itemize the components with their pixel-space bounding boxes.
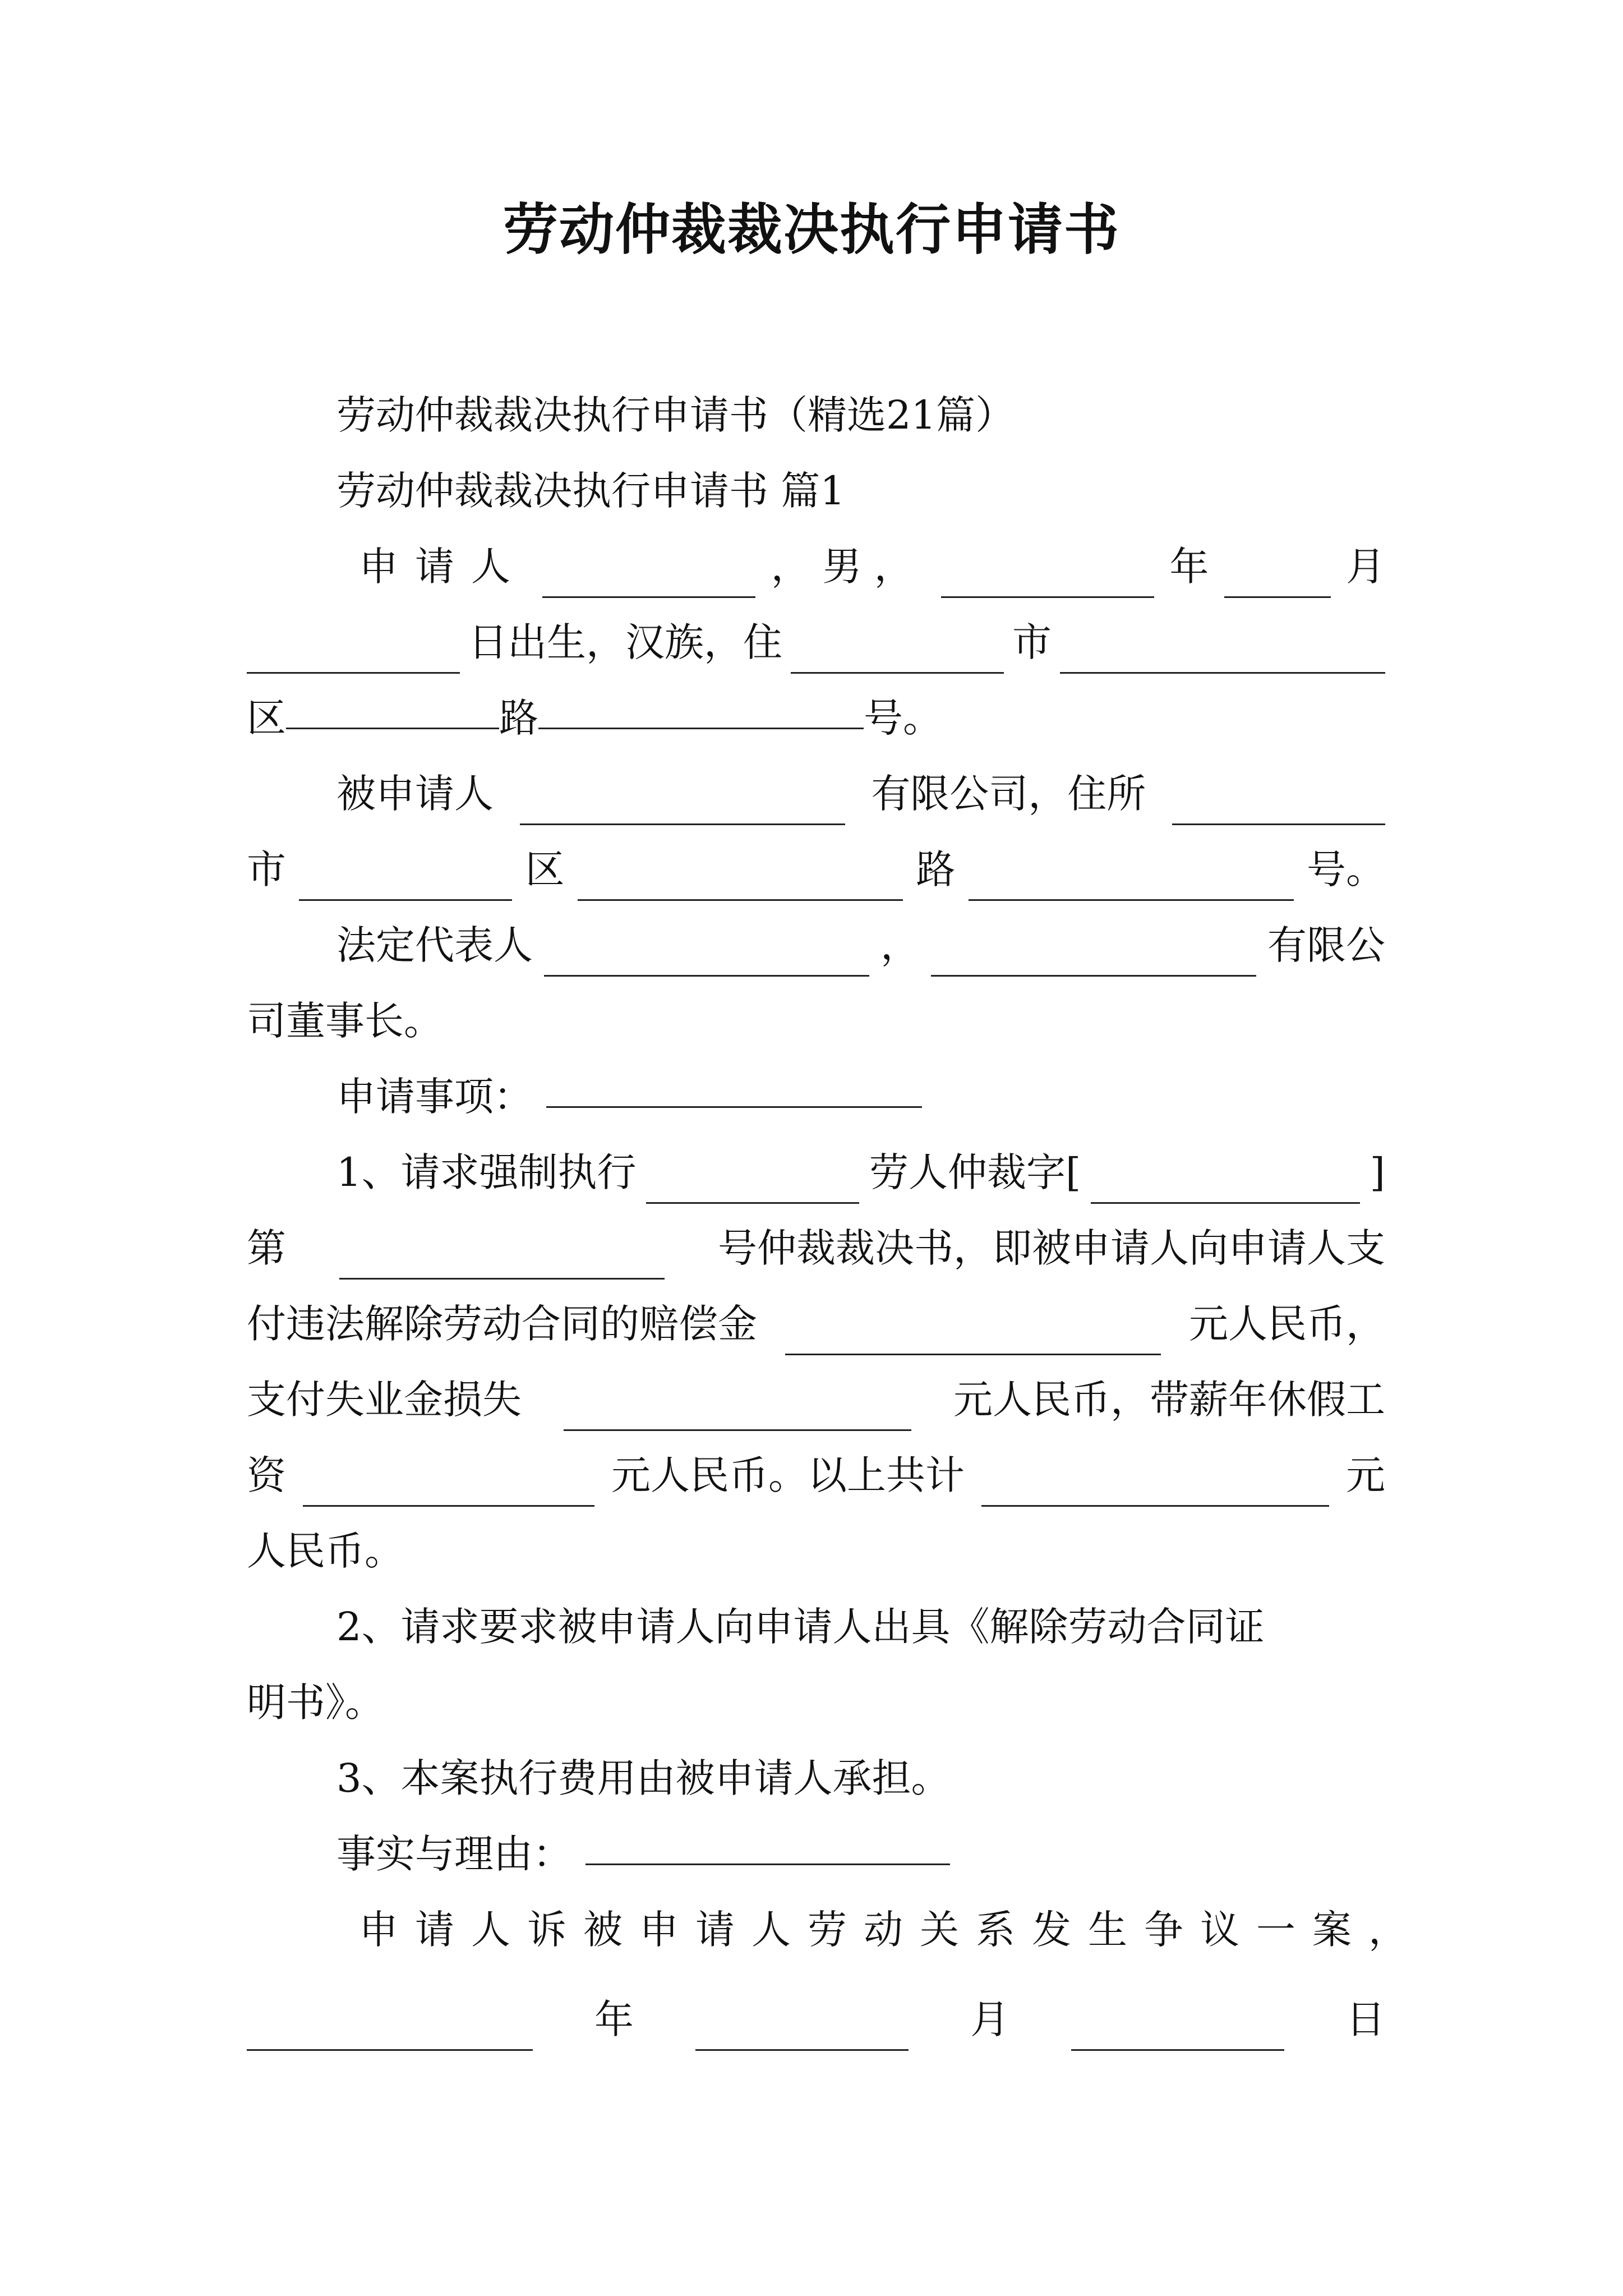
limited-company-text: 有限公 — [1267, 922, 1385, 968]
item2-text-end: 明书》。 — [247, 1680, 384, 1726]
item3-text: 3、本案执行费用由被申请人承担。 — [336, 1755, 951, 1801]
chairman-text: 司董事长。 — [247, 998, 443, 1044]
case-day-blank — [1071, 2049, 1284, 2051]
respondent-number-label: 号。 — [1306, 846, 1385, 892]
application-items-label: 申请事项： — [336, 1074, 533, 1120]
rmb-text: 人民币。 — [247, 1528, 404, 1574]
company-blank — [520, 823, 845, 825]
subtitle — [247, 381, 1385, 449]
item1-line-5 — [247, 1442, 1385, 1509]
facts-reasons-line — [247, 1820, 1385, 1888]
applicant-line-3 — [247, 684, 1385, 752]
section-heading — [247, 457, 1385, 524]
road-blank — [286, 727, 499, 729]
award-number-blank — [339, 1277, 665, 1280]
birth-day-blank — [247, 671, 460, 674]
case-year-label: 年 — [594, 1996, 634, 2042]
respondent-line-1 — [247, 760, 1385, 827]
bracket-close-text: ] — [1370, 1149, 1385, 1195]
legal-rep-label: 法定代表人 — [336, 922, 533, 968]
item1-request-text: 1、请求强制执行 — [336, 1149, 637, 1195]
birth-residence-text: 日出生，汉族，住 — [468, 619, 782, 665]
facts-reasons-label: 事实与理由： — [336, 1831, 572, 1877]
month-label: 月 — [1345, 544, 1385, 590]
road-label: 路 — [499, 695, 538, 741]
page-title: 劳动仲裁裁决执行申请书 — [502, 198, 1120, 262]
compensation-unit-text: 元人民币， — [1189, 1301, 1385, 1347]
address-blank — [1172, 823, 1385, 825]
district-label: 区 — [247, 695, 286, 741]
unemployment-blank — [564, 1429, 911, 1431]
district-blank — [1060, 671, 1385, 674]
birth-month-blank — [1224, 596, 1331, 598]
number-label: 号。 — [864, 695, 942, 741]
item1-line-4 — [247, 1366, 1385, 1433]
total-unit-text: 元 — [1346, 1452, 1385, 1498]
unemployment-text: 支付失业金损失 — [247, 1377, 522, 1423]
legal-rep-line-1 — [247, 912, 1385, 979]
item1-line-2 — [247, 1214, 1385, 1282]
unemployment-unit-text: 元人民币，带薪年休假工 — [953, 1377, 1385, 1423]
respondent-district-blank — [299, 899, 512, 901]
item2-text: 2、请求要求被申请人向申请人出具《解除劳动合同证 — [336, 1604, 1265, 1650]
applicant-line-2 — [247, 609, 1385, 676]
case-month-blank — [695, 2049, 909, 2051]
item3-line — [247, 1745, 1385, 1812]
legal-rep-line-2 — [247, 987, 1385, 1055]
arbitration-year-blank — [1091, 1202, 1360, 1204]
arbitration-word-text: 劳人仲裁字[ — [869, 1149, 1081, 1195]
compensation-text: 付违法解除劳动合同的赔偿金 — [247, 1301, 757, 1347]
application-items-blank — [546, 1106, 922, 1108]
respondent-district-label: 区 — [525, 846, 565, 892]
compensation-blank — [785, 1353, 1161, 1355]
award-text: 号仲裁裁决书，即被申请人向申请人支 — [718, 1225, 1385, 1271]
legal-rep-company-blank — [931, 974, 1256, 977]
city-label: 市 — [1012, 619, 1052, 665]
gender-text: ，男， — [771, 544, 926, 590]
arbitration-org-blank — [646, 1202, 859, 1204]
city-blank — [791, 671, 1004, 674]
respondent-number-blank — [969, 899, 1294, 901]
subtitle-text: 劳动仲裁裁决执行申请书（精选21篇） — [336, 392, 1015, 438]
birth-year-blank — [941, 596, 1154, 598]
item2-line-2 — [247, 1669, 1385, 1736]
respondent-label: 被申请人 — [336, 771, 494, 817]
case-year-blank — [247, 2049, 533, 2051]
company-address-text: 有限公司，住所 — [871, 771, 1146, 817]
wage-blank — [303, 1504, 594, 1507]
application-items-line — [247, 1063, 1385, 1130]
case-line-1 — [247, 1896, 1424, 1963]
item1-line-3 — [247, 1290, 1385, 1358]
number-prefix-text: 第 — [247, 1225, 286, 1271]
case-day-label: 日 — [1346, 1996, 1385, 2042]
total-blank — [981, 1504, 1329, 1507]
case-text: 申请人诉被申请人劳动关系发生争议一案， — [359, 1907, 1424, 1953]
wage-text: 资 — [247, 1452, 286, 1498]
case-line-2 — [247, 1986, 1385, 2053]
applicant-name-blank — [542, 596, 755, 598]
item1-line-6 — [247, 1517, 1385, 1585]
number-blank — [538, 727, 864, 729]
respondent-road-label: 路 — [916, 846, 956, 892]
item2-line-1 — [247, 1593, 1385, 1660]
total-text: 元人民币。以上共计 — [611, 1452, 965, 1498]
legal-rep-comma: ， — [880, 922, 920, 968]
facts-reasons-blank — [585, 1863, 950, 1865]
applicant-label: 申请人 — [359, 544, 527, 590]
item1-line-1 — [247, 1139, 1385, 1206]
legal-rep-blank — [544, 974, 869, 977]
applicant-line-1 — [247, 533, 1385, 600]
respondent-road-blank — [578, 899, 903, 901]
respondent-city-label: 市 — [247, 846, 286, 892]
respondent-line-2 — [247, 836, 1385, 903]
year-label: 年 — [1169, 544, 1209, 590]
case-month-label: 月 — [970, 1996, 1009, 2042]
section-heading-text: 劳动仲裁裁决执行申请书 篇1 — [336, 468, 845, 514]
